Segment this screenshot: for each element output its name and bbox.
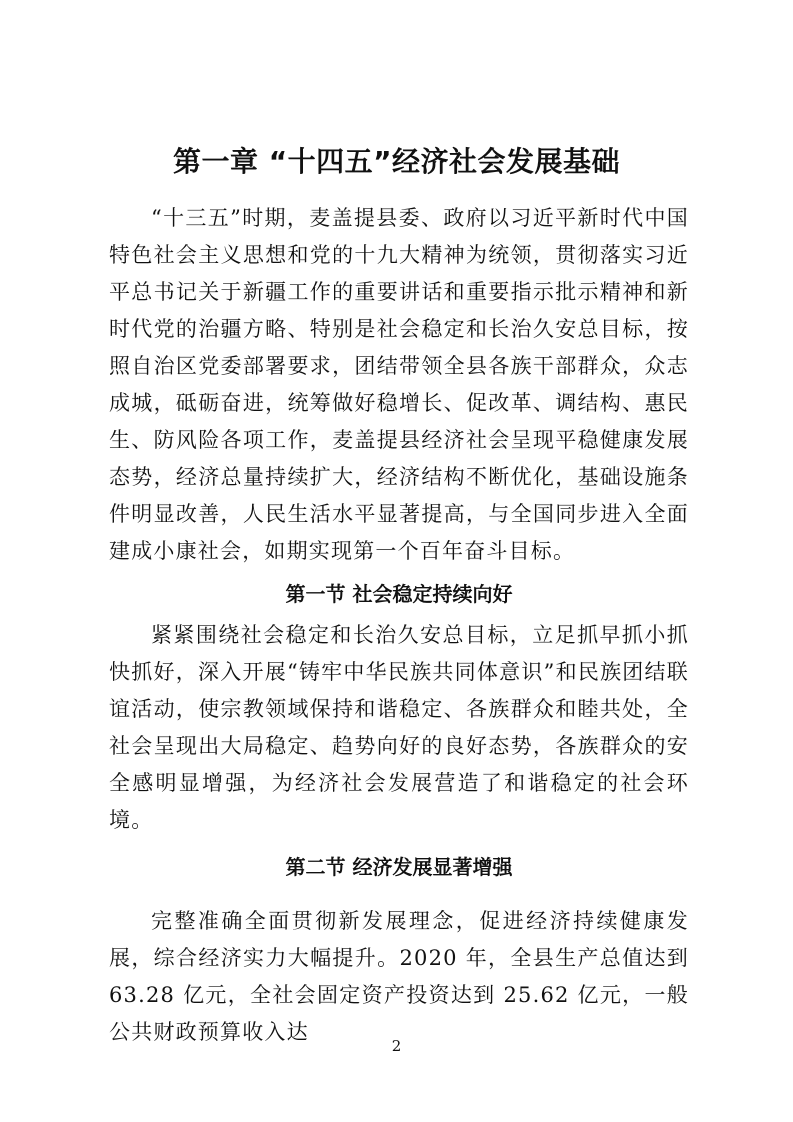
section-1-title: 第一节 社会稳定持续向好 bbox=[285, 582, 513, 606]
document-body bbox=[109, 200, 689, 1051]
section-1-paragraph: 紧紧围绕社会稳定和长治久安总目标，立足抓早抓小抓快抓好，深入开展“铸牢中华民族共同体意识”和民族团结联谊活动，使宗教领域保持和谐稳定、各族群众和睦共处，全社会呈现出大局稳定、趋势向好的良好态势，各族群众的安全感明显增强，为经济社会发展营造了和谐稳定的社会环境。 bbox=[109, 623, 689, 832]
section-2-title: 第二节 经济发展显著增强 bbox=[285, 855, 513, 879]
page-number: 2 bbox=[391, 1037, 402, 1055]
chapter-title: 第一章 “十四五”经济社会发展基础 bbox=[172, 145, 621, 178]
intro-paragraph: “十三五”时期，麦盖提县委、政府以习近平新时代中国特色社会主义思想和党的十九大精神为统领，贯彻落实习近平总书记关于新疆工作的重要讲话和重要指示批示精神和新时代党的治疆方略、特别是社会稳定和长治久安总目标，按照自治区党委部署要求，团结带领全县各族干部群众，众志成城，砥砺奋进，统筹做好稳增长、促改革、调结构、惠民生、防风险各项工作，麦盖提县经济社会呈现平稳健康发展态势，经济总量持续扩大，经济结构不断优化，基础设施条件明显改善，人民生活水平显著提高，与全国同步进入全面建成小康社会，如期实现第一个百年奋斗目标。 bbox=[109, 206, 689, 563]
section-2-paragraph: 完整准确全面贯彻新发展理念，促进经济持续健康发展，综合经济实力大幅提升。2020 年，全县生产总值达到 63.28 亿元，全社会固定资产投资达到 25.62 亿元，一般公共财政预算收入达 bbox=[109, 909, 689, 1044]
